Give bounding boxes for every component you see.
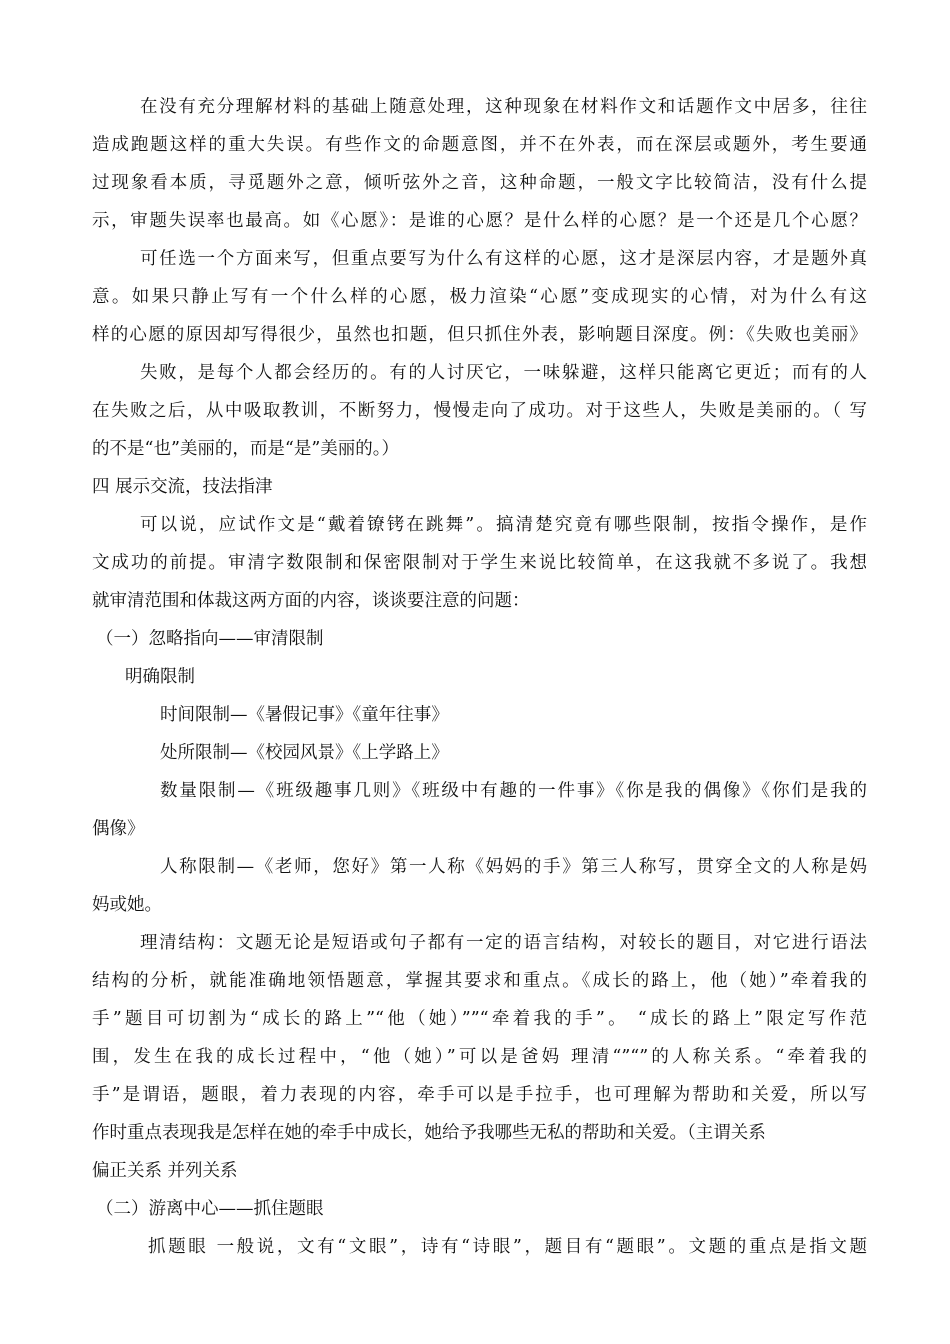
paragraph-line: 在没有充分理解材料的基础上随意处理，这种现象在材料作文和话题作文中居多，往往 xyxy=(140,97,867,117)
paragraph-line: 意。如果只静止写有一个什么样的心愿，极力渲染“心愿”变成现实的心情，对为什么有这 xyxy=(92,287,867,307)
paragraph-line: 可任选一个方面来写，但重点要写为什么有这样的心愿，这才是深层内容，才是题外真 xyxy=(140,249,867,269)
list-item: 时间限制—《暑假记事》《童年往事》 xyxy=(160,705,449,725)
paragraph-line: 手”题目可切割为“成长的路上”“他（她）””“牵着我的手”。 “成长的路上”限定写作范 xyxy=(92,1009,867,1029)
paragraph-line: 过现象看本质，寻觅题外之意，倾听弦外之音，这种命题，一般文字比较简洁，没有什么提 xyxy=(92,173,867,193)
paragraph-line: 可以说，应试作文是“戴着镣铐在跳舞”。搞清楚究竟有哪些限制，按指令操作，是作 xyxy=(140,515,867,535)
paragraph-line: 就审清范围和体裁这两方面的内容，谈谈要注意的问题： xyxy=(92,591,530,611)
section-heading: 四 展示交流，技法指津 xyxy=(92,477,273,497)
paragraph-line: 妈或她。 xyxy=(92,895,162,915)
subsection-heading: （二）游离中心——抓住题眼 xyxy=(96,1199,324,1219)
paragraph-line: 结构的分析，就能准确地领悟题意，掌握其要求和重点。《成长的路上，他（她）”牵着我的 xyxy=(92,971,867,991)
paragraph-line: 示，审题失误率也最高。如《心愿》：是谁的心愿？是什么样的心愿？是一个还是几个心愿？ xyxy=(92,211,867,231)
paragraph-line: 文成功的前提。审清字数限制和保密限制对于学生来说比较简单，在这我就不多说了。我想 xyxy=(92,553,867,573)
paragraph-line: 围，发生在我的成长过程中，“他（她）”可以是爸妈 理清“”“”的人称关系。“牵着我的 xyxy=(92,1047,867,1067)
paragraph-line: 偏正关系 并列关系 xyxy=(92,1161,238,1181)
paragraph-line: 的不是“也”美丽的，而是“是”美丽的。） xyxy=(92,439,400,459)
subsection-heading: （一）忽略指向——审清限制 xyxy=(96,629,324,649)
paragraph-line: 偶像》 xyxy=(92,819,145,839)
list-item: 人称限制—《老师，您好》第一人称《妈妈的手》第三人称写，贯穿全文的人称是妈 xyxy=(160,857,867,877)
paragraph-line: 样的心愿的原因却写得很少，虽然也扣题，但只抓住外表，影响题目深度。例：《失败也美丽》 xyxy=(92,325,867,345)
paragraph-line: 手”是谓语，题眼，着力表现的内容，牵手可以是手拉手，也可理解为帮助和关爱，所以写 xyxy=(92,1085,867,1105)
paragraph-line: 在失败之后，从中吸取教训，不断努力，慢慢走向了成功。对于这些人，失败是美丽的。（ 写 xyxy=(92,401,867,421)
list-item: 数量限制—《班级趣事几则》《班级中有趣的一件事》《你是我的偶像》《你们是我的 xyxy=(160,781,867,801)
paragraph-line: 作时重点表现我是怎样在她的牵手中成长，她给予我哪些无私的帮助和关爱。（主谓关系 xyxy=(92,1123,766,1143)
paragraph-line: 造成跑题这样的重大失误。有些作文的命题意图，并不在外表，而在深层或题外，考生要通 xyxy=(92,135,867,155)
paragraph-line: 抓题眼 一般说，文有“文眼”，诗有“诗眼”，题目有“题眼”。文题的重点是指文题 xyxy=(148,1237,867,1257)
paragraph-line: 理清结构：文题无论是短语或句子都有一定的语言结构，对较长的题目，对它进行语法 xyxy=(140,933,867,953)
paragraph-line: 失败，是每个人都会经历的。有的人讨厌它，一味躲避，这样只能离它更近；而有的人 xyxy=(140,363,867,383)
list-item: 处所限制—《校园风景》《上学路上》 xyxy=(160,743,449,763)
sub-label: 明确限制 xyxy=(125,667,195,687)
